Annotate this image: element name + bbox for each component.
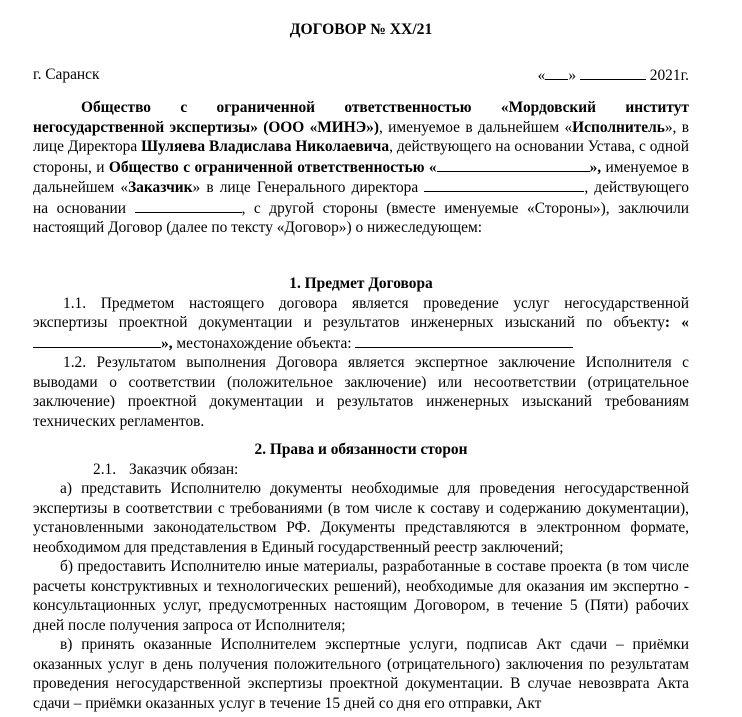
director-name: Шуляева Владислава Николаевича <box>141 138 390 155</box>
basis-blank <box>135 198 242 213</box>
customer-label: Заказчик <box>128 179 193 196</box>
city-date-line <box>33 65 689 85</box>
preamble-paragraph <box>33 98 689 238</box>
object-quote-close: », <box>161 334 173 352</box>
object-location-blank <box>355 333 573 348</box>
customer-quote-close: », <box>589 158 602 176</box>
month-blank <box>580 65 646 80</box>
section-1 <box>33 274 689 431</box>
section-2-heading: 2. Права и обязанности сторон <box>254 441 468 458</box>
date-year: 2021г. <box>649 67 689 84</box>
preamble-text: , действующего на основании <box>33 179 689 217</box>
day-blank <box>545 65 568 80</box>
customer-quote-open: « <box>428 158 437 176</box>
preamble-text: , именуемое в дальнейшем « <box>379 118 573 136</box>
preamble-text: , с другой стороны (вместе именуемые «Стороны»), заключили настоящий Договор (далее по тексту «Договор») о нижеследующем: <box>33 199 689 236</box>
clause-1-1 <box>33 294 689 354</box>
clause-2-1-v: в) принять оказанные Исполнителем экспертные услуги, подписав Акт сдачи – приёмки оказанных услуг в день получения положительного (отрицательного) заключения по результатам проведения негосударственной экспертизы проектной документации. В случае невозврата Акта сдачи – приёмки оказанных услуг в течение 15 дней со дня его отправки, Акт <box>33 636 689 712</box>
executor-label: Исполнитель <box>572 118 665 136</box>
city: г. Саранск <box>33 66 100 83</box>
clause-2-1-number: 2.1. <box>93 460 117 478</box>
clause-2-1 <box>33 460 689 480</box>
preamble <box>33 98 689 238</box>
clause-text: 1.1. Предметом настоящего договора является проведение услуг негосударственной экспертизы проектной документации и результатов инженерных изысканий по объекту <box>33 294 689 331</box>
clause-text: местонахождение объекта: <box>172 334 356 352</box>
preamble-text: » в лице Генерального директора <box>192 179 425 196</box>
date-quote-close: » <box>568 67 577 84</box>
section-1-heading: 1. Предмет Договора <box>289 275 433 292</box>
clause-2-1-b: б) предоставить Исполнителю иные материалы, разработанные в составе проекта (в том числе расчеты конструктивных и технологических решений), необходимые для оказания им экспертно - консультационных услуг, предусмотренных настоящим Договором, в течение 5 (Пяти) рабочих дней после получения запроса от Исполнителя; <box>33 558 689 634</box>
clause-2-1-text: Заказчик обязан: <box>129 460 239 478</box>
clause-1-2: 1.2. Результатом выполнения Договора является экспертное заключение Исполнителя с выводами о соответствии (положительное заключение) или несоответствии (отрицательное заключение) проектной документации и результатов инженерных изысканий требованиям технических регламентов. <box>33 354 689 430</box>
object-name-blank <box>33 333 161 348</box>
contract-date <box>538 65 689 86</box>
contract-title: ДОГОВОР № ХХ/21 <box>289 21 433 38</box>
general-director-blank <box>424 177 584 192</box>
clause-colon: : <box>664 314 671 331</box>
object-quote-open: « <box>681 314 689 331</box>
section-2 <box>33 440 689 713</box>
executor-org-name: Общество с ограниченной ответственностью «Мордовский институт негосударственной экспертизы» (ООО «МИНЭ») <box>33 99 689 136</box>
preamble-text: , действующего на основании Устава, с одной стороны, и <box>33 138 690 176</box>
date-quote-open: « <box>537 67 546 84</box>
preamble-text: именуемое в дальнейшем « <box>33 158 690 196</box>
customer-name-blank <box>437 157 590 172</box>
clause-2-1-a: а) представить Исполнителю документы необходимые для проведения негосударственной экспертизы в соответствии с требованиями (в том числе к составу и содержанию документации), установленными законодательством РФ. Документы представляются в электронном формате, необходимом для представления в Единый государственный реестр заключений; <box>33 480 689 556</box>
preamble-text: », в лице Директора <box>33 118 689 155</box>
customer-org-name: Общество с ограниченной ответственностью <box>108 158 425 176</box>
